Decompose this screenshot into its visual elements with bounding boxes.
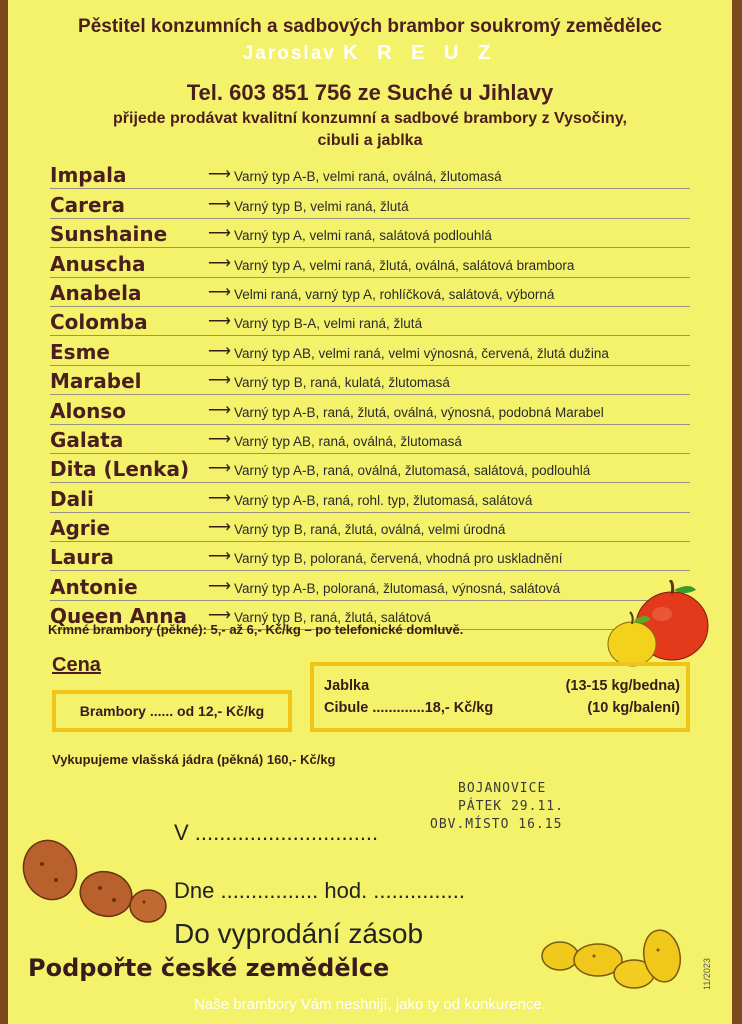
- potato-price-box: [52, 690, 292, 732]
- arrow-icon: ⟶: [208, 283, 231, 301]
- apple-price-line: [324, 678, 680, 700]
- variety-description: Varný typ A-B, raná, oválná, žlutomasá, salátová, podlouhlá: [234, 463, 591, 479]
- variety-name: Colomba: [50, 310, 148, 335]
- onion-label: Cibule .............18,- Kč/kg: [324, 700, 494, 716]
- arrow-icon: ⟶: [208, 577, 231, 595]
- variety-description: Varný typ B, raná, žlutá, oválná, velmi úrodná: [234, 522, 506, 538]
- variety-description: Varný typ B-A, velmi raná, žlutá: [234, 316, 423, 332]
- onion-price-line: [324, 700, 680, 722]
- feed-potatoes-note: Krmné brambory (pěkné): 5,- až 6,- Kč/kg – po telefonické domluvě.: [48, 622, 464, 637]
- arrow-icon: ⟶: [208, 313, 231, 331]
- apple-label: Jablka: [324, 678, 370, 694]
- variety-row: [50, 219, 690, 248]
- arrow-icon: ⟶: [208, 460, 231, 478]
- potato-price: Brambory ...... od 12,- Kč/kg: [79, 703, 265, 719]
- header-grower-name: [8, 42, 732, 65]
- variety-description: Velmi raná, varný typ A, rohlíčková, salátová, výborná: [234, 286, 555, 302]
- arrow-icon: ⟶: [208, 548, 231, 566]
- variety-description: Varný typ A, velmi raná, salátová podlouhlá: [234, 228, 492, 244]
- apple-value: (13-15 kg/bedna): [565, 678, 680, 694]
- arrow-icon: ⟶: [208, 372, 231, 390]
- arrow-icon: ⟶: [208, 519, 231, 537]
- variety-name: Dita (Lenka): [50, 457, 190, 482]
- intro-line-1: přijede prodávat kvalitní konzumní a sadbové brambory z Vysočiny,: [113, 110, 627, 127]
- variety-name: Alonso: [50, 398, 126, 423]
- stamp-line-3: OBV.MÍSTO 16.15: [430, 817, 563, 832]
- variety-list: [50, 160, 690, 630]
- flyer: [8, 0, 732, 1024]
- variety-description: Varný typ A-B, raná, žlutá, oválná, výnosná, podobná Marabel: [234, 404, 604, 420]
- variety-row: [50, 189, 690, 218]
- variety-name: Anabela: [50, 280, 142, 305]
- variety-description: Varný typ AB, raná, oválná, žlutomasá: [234, 433, 462, 449]
- arrow-icon: ⟶: [208, 166, 231, 184]
- variety-name: Antonie: [50, 574, 138, 599]
- variety-description: Varný typ A-B, raná, rohl. typ, žlutomasá, salátová: [234, 492, 533, 508]
- variety-row: [50, 278, 690, 307]
- variety-name: Agrie: [50, 516, 111, 541]
- onion-value: (10 kg/balení): [587, 700, 680, 716]
- place-field: V ..............................: [174, 820, 379, 845]
- variety-name: Laura: [50, 545, 114, 570]
- arrow-icon: ⟶: [208, 430, 231, 448]
- apples-icon: [604, 580, 714, 670]
- variety-description: Varný typ B, raná, žlutá, salátová: [234, 610, 432, 626]
- stamp-line-2: PÁTEK 29.11.: [458, 799, 564, 814]
- variety-description: Varný typ A-B, poloraná, žlutomasá, výnosná, salátová: [234, 580, 561, 596]
- variety-description: Varný typ A, velmi raná, žlutá, oválná, salátová brambora: [234, 257, 575, 273]
- arrow-icon: ⟶: [208, 225, 231, 243]
- variety-description: Varný typ A-B, velmi raná, oválná, žlutomasá: [234, 169, 502, 185]
- last-name: K R E U Z: [343, 42, 498, 64]
- variety-row: [50, 307, 690, 336]
- variety-row: [50, 454, 690, 483]
- arrow-icon: ⟶: [208, 607, 231, 625]
- variety-description: Varný typ AB, velmi raná, velmi výnosná, červená, žlutá dužina: [234, 345, 609, 361]
- variety-description: Varný typ B, poloraná, červená, vhodná pro uskladnění: [234, 551, 563, 567]
- variety-name: Queen Anna: [50, 604, 188, 629]
- intro-line-2: cibuli a jablka: [317, 132, 423, 149]
- variety-name: Carera: [50, 192, 125, 217]
- variety-row: [50, 483, 690, 512]
- date-stamp: [430, 780, 564, 834]
- variety-row: [50, 513, 690, 542]
- variety-name: Impala: [50, 163, 127, 188]
- arrow-icon: ⟶: [208, 254, 231, 272]
- footer-slogan: Naše brambory Vám neshnijí, jako ty od konkurence.: [194, 996, 546, 1013]
- header-grower-line: Pěstitel konzumních a sadbových brambor soukromý zemědělec: [78, 16, 662, 37]
- variety-row: [50, 571, 690, 600]
- variety-row: [50, 248, 690, 277]
- variety-row: [50, 366, 690, 395]
- arrow-icon: ⟶: [208, 401, 231, 419]
- variety-name: Dali: [50, 486, 94, 511]
- arrow-icon: ⟶: [208, 342, 231, 360]
- variety-name: Esme: [50, 339, 110, 364]
- walnut-purchase-note: Vykupujeme vlašská jádra (pěkná) 160,- Kč/kg: [52, 752, 336, 767]
- variety-row: [50, 336, 690, 365]
- variety-name: Sunshaine: [50, 222, 168, 247]
- variety-name: Marabel: [50, 369, 142, 394]
- support-farmers-slogan: Podpořte české zemědělce: [28, 954, 390, 982]
- phone-line: Tel. 603 851 756 ze Suché u Jihlavy: [186, 80, 554, 105]
- until-sold-out: Do vyprodání zásob: [174, 918, 424, 949]
- variety-description: Varný typ B, raná, kulatá, žlutomasá: [234, 375, 450, 391]
- arrow-icon: ⟶: [208, 195, 231, 213]
- variety-description: Varný typ B, velmi raná, žlutá: [234, 198, 409, 214]
- arrow-icon: ⟶: [208, 489, 231, 507]
- variety-row: [50, 160, 690, 189]
- variety-row: [50, 395, 690, 424]
- variety-row: [50, 425, 690, 454]
- price-heading: Cena: [52, 654, 101, 676]
- yellow-potatoes-icon: [538, 926, 688, 996]
- date-time-field: Dne ................ hod. ...............: [174, 878, 465, 903]
- print-code: 11/2023: [702, 958, 712, 990]
- variety-row: [50, 542, 690, 571]
- stamp-line-1: BOJANOVICE: [458, 781, 547, 796]
- intro-text: [8, 108, 732, 152]
- variety-name: Anuscha: [50, 251, 146, 276]
- first-name: Jaroslav: [242, 43, 336, 64]
- apple-onion-price-box: [310, 662, 690, 732]
- variety-name: Galata: [50, 427, 124, 452]
- brown-potatoes-icon: [20, 836, 170, 932]
